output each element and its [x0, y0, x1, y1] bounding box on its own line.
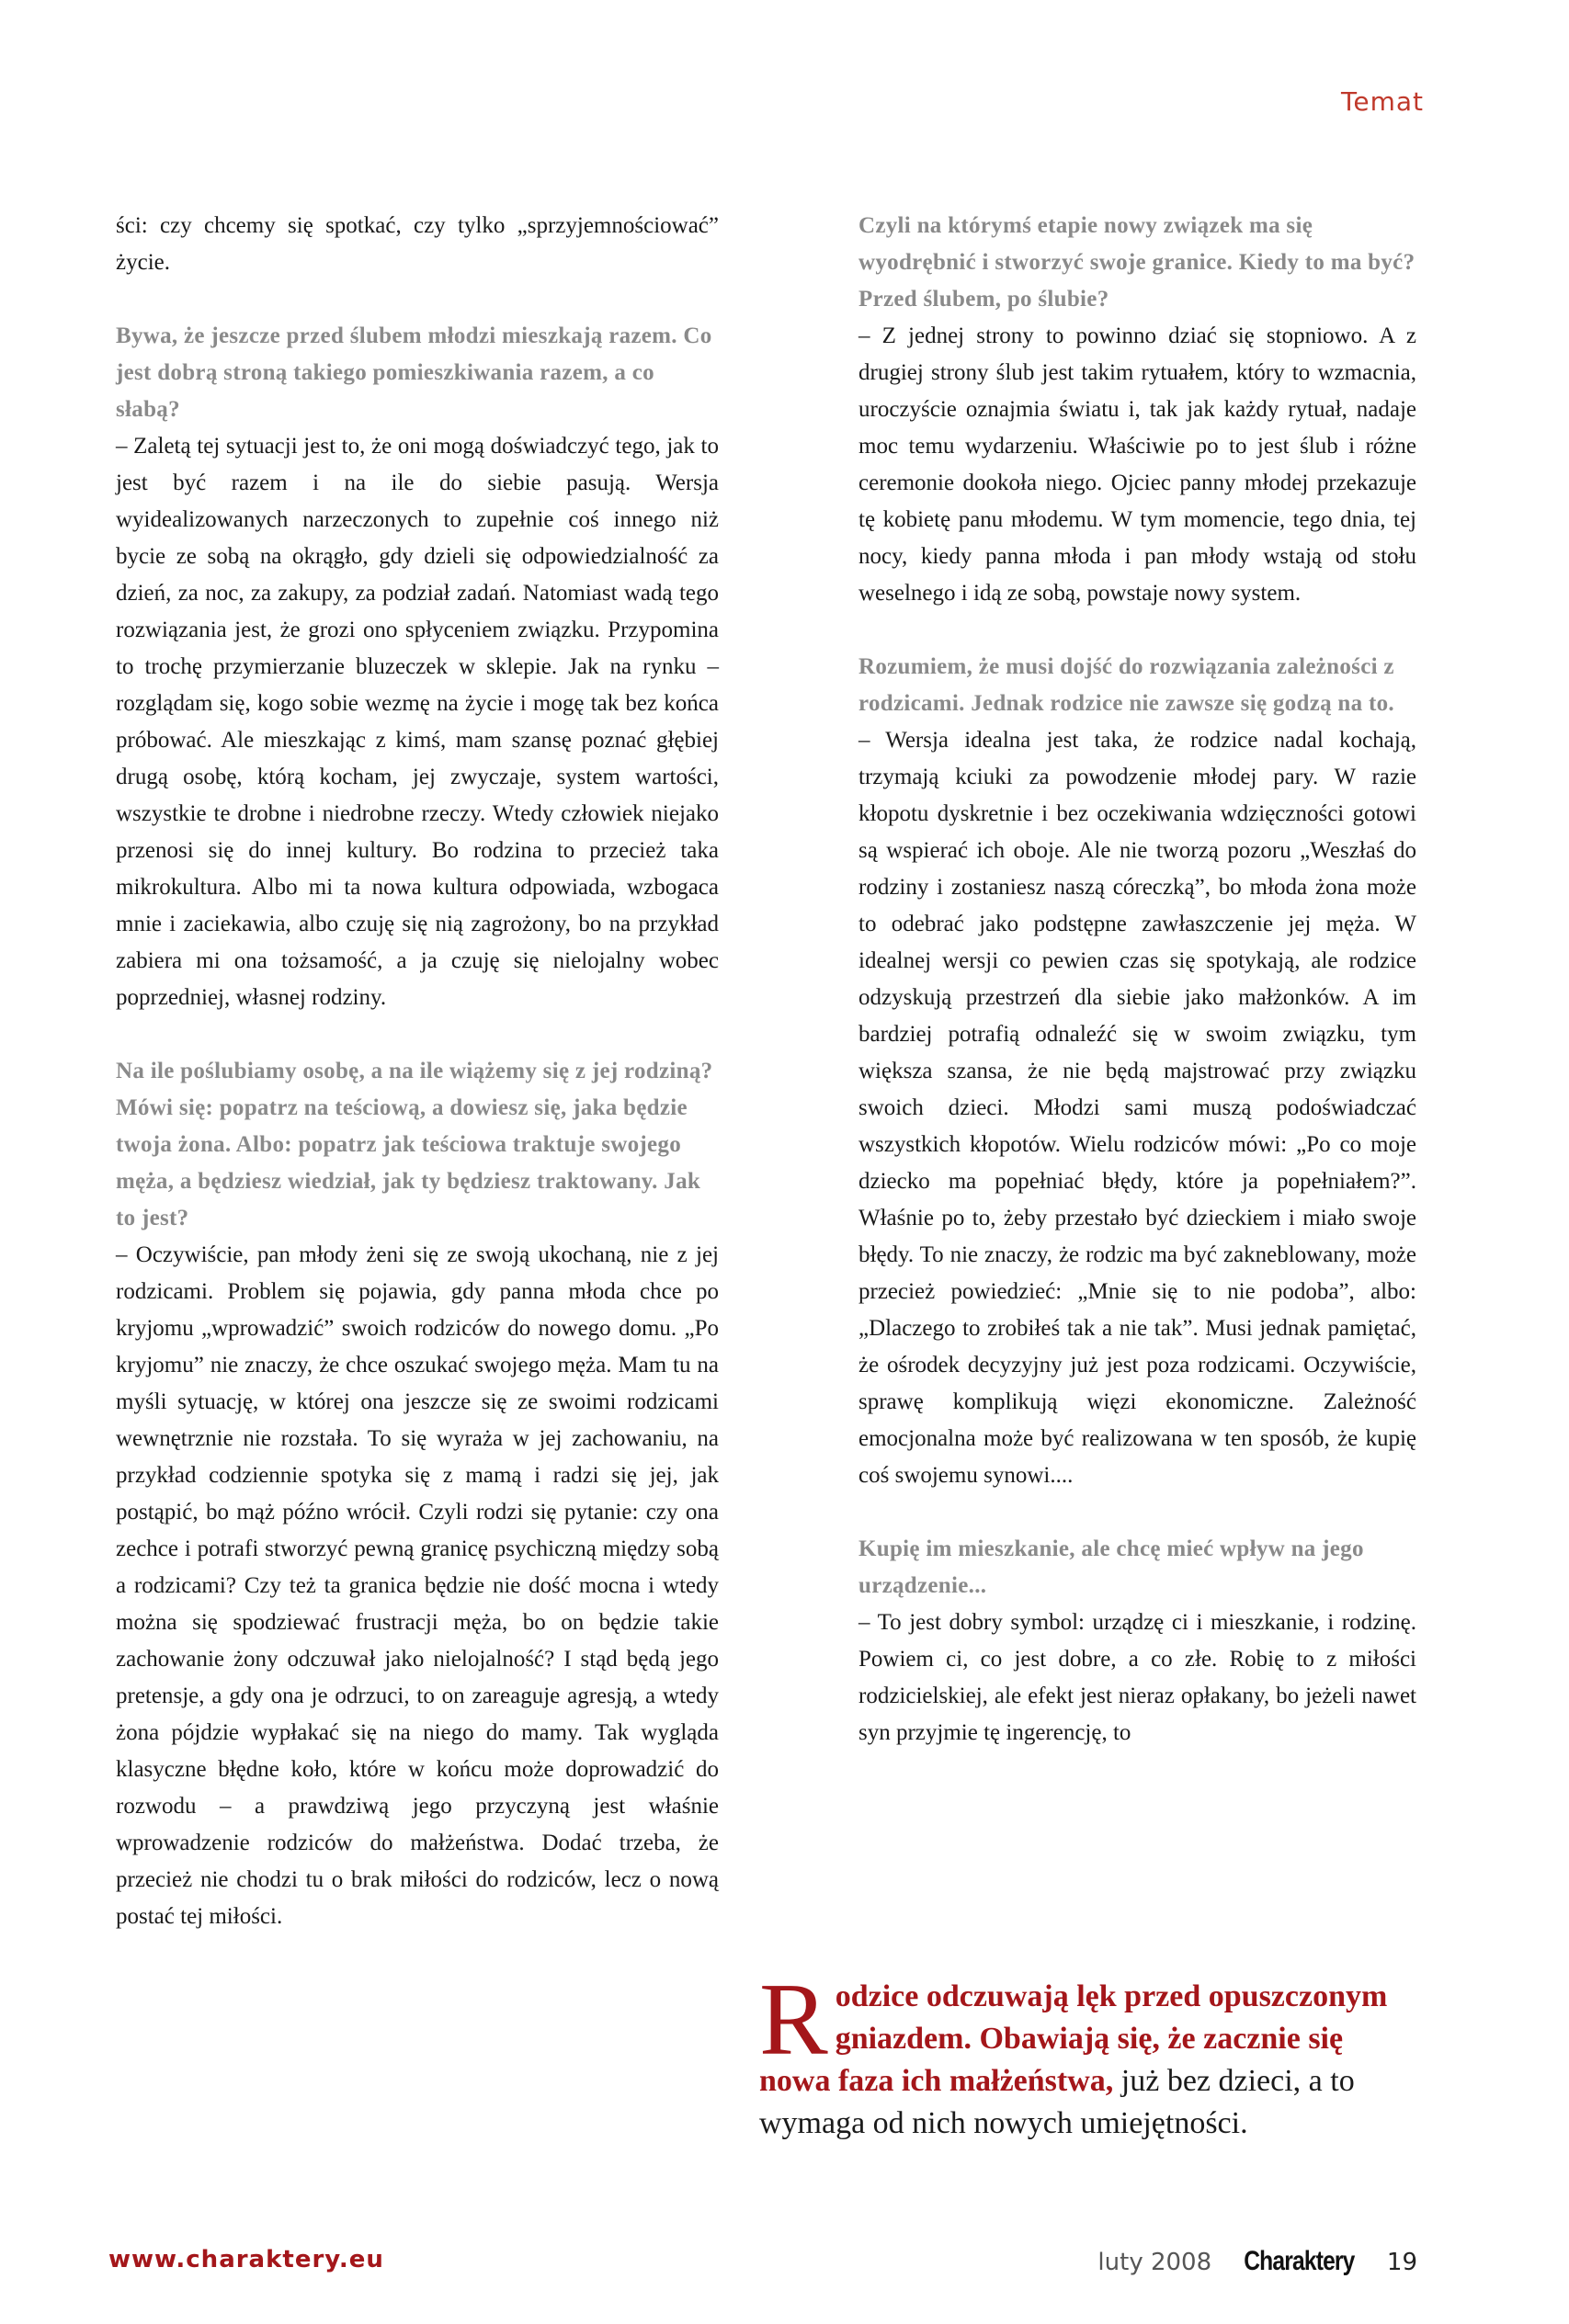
- interview-question: Na ile poślubiamy osobę, a na ile wiążemy się z jej rodziną? Mówi się: popatrz na teściową, a dowiesz się, jaka będzie twoja żona. Albo: popatrz jak teściowa traktuje swojego męża, a będziesz wiedział, jak ty będziesz traktowany. Jak to jest?: [116, 1059, 713, 1230]
- footer-folio: [1097, 2246, 1417, 2277]
- footer-brand-logo: Charaktery: [1244, 2246, 1355, 2276]
- pull-quote-text: już bez dzieci, a to wymaga od nich nowych umiejętności.: [759, 2064, 1355, 2140]
- answer-paragraph: – Z jednej strony to powinno dziać się stopniowo. A z drugiej strony ślub jest takim rytuałem, który to wzmacnia, uroczyście oznajmia światu i, tak jak każdy rytuał, nadaje moc temu wydarzeniu. Właściwie po to jest ślub i różne ceremonie dookoła niego. Ojciec panny młodej przekazuje tę kobietę panu młodemu. W tym momencie, tego dnia, tej nocy, kiedy panna młoda i pan młody wstają od stołu weselnego i idą ze sobą, powstaje nowy system.: [858, 323, 1416, 606]
- pull-quote: [759, 1963, 1421, 2145]
- footer-website-link[interactable]: www.charaktery.eu: [108, 2246, 384, 2273]
- page-number: 19: [1386, 2249, 1417, 2276]
- answer-paragraph: ści: czy chcemy się spotkać, czy tylko „sprzyjemnościować” życie.: [116, 213, 719, 275]
- article-column-right: [858, 208, 1416, 1752]
- answer-paragraph: – Oczywiście, pan młody żeni się ze swoją ukochaną, nie z jej rodzicami. Problem się pojawia, gdy panna młoda chce po kryjomu „wprowadzić” swoich rodziców do nowego domu. „Po kryjomu” nie znaczy, że chce oszukać swojego męża. Mam tu na myśli sytuację, w której ona jeszcze się ze swoimi rodzicami wewnętrznie nie rozstała. To się wyraża w jej zachowaniu, na przykład codziennie spotyka się z mamą i radzi się jej, jak postąpić, bo mąż późno wrócił. Czyli rodzi się pytanie: czy ona zechce i potrafi stworzyć pewną granicę psychiczną między sobą a rodzicami? Czy też ta granica będzie nie dość mocna i wtedy można się spodziewać frustracji męża, bo on będzie takie zachowanie żony odczuwał jako nielojalność? I stąd będą jego pretensje, a gdy ona je odrzuci, to on zareaguje agresją, a wtedy żona pójdzie wypłakać się na niego do mamy. Tak wygląda klasyczne błędne koło, które w końcu może doprowadzić do rozwodu – a prawdziwą jego przyczyną jest właśnie wprowadzenie rodziców do małżeństwa. Dodać trzeba, że przecież nie chodzi tu o brak miłości do rodziców, lecz o nową postać tej miłości.: [116, 1242, 719, 1929]
- interview-question: Rozumiem, że musi dojść do rozwiązania zależności z rodzicami. Jednak rodzice nie zawsze się godzą na to.: [858, 654, 1394, 716]
- pull-quote-emphasis: odzice odczuwają lęk przed opuszczonym gniazdem. Obawiają się, że zacznie się nowa faza ich małżeństwa,: [759, 1979, 1388, 2098]
- article-column-left: [116, 208, 719, 1935]
- pull-quote-dropcap: R: [759, 1963, 828, 2077]
- answer-paragraph: – Wersja idealna jest taka, że rodzice nadal kochają, trzymają kciuki za powodzenie młodej pary. W razie kłopotu dyskretnie i bez oczekiwania wdzięczności gotowi są wspierać ich oboje. Ale nie tworzą pozoru „Weszłaś do rodziny i zostaniesz naszą córeczką”, bo młoda żona może to odebrać jako podstępne zawłaszczenie jej męża. W idealnej wersji co pewien czas się spotykają, ale rodzice odzyskują przestrzeń dla siebie jako małżonków. A im bardziej potrafią odnaleźć się w swoim związku, tym większa szansa, że nie będą majstrować przy związku swoich dzieci. Młodzi sami muszą podoświadczać wszystkich kłopotów. Wielu rodziców mówi: „Po co moje dziecko ma popełniać błędy, które ja popełniałem?”. Właśnie po to, żeby przestało być dzieckiem i miało swoje błędy. To nie znaczy, że rodzic ma być zakneblowany, może przecież powiedzieć: „Mnie się to nie podoba”, albo: „Dlaczego to zrobiłeś tak a nie tak”. Musi jednak pamiętać, że ośrodek decyzyjny już jest poza rodzicami. Oczywiście, sprawę komplikują więzi ekonomiczne. Zależność emocjonalna może być realizowana w ten sposób, że kupię coś swojemu synowi....: [858, 728, 1416, 1488]
- answer-paragraph: – To jest dobry symbol: urządzę ci i mieszkanie, i rodzinę. Powiem ci, co jest dobre, a co złe. Robię to z miłości rodzicielskiej, ale efekt jest nieraz opłakany, bo jeżeli nawet syn przyjmie tę ingerencję, to: [858, 1610, 1416, 1745]
- footer-issue-date: luty 2008: [1097, 2249, 1212, 2276]
- interview-question: Czyli na którymś etapie nowy związek ma się wyodrębnić i stworzyć swoje granice. Kiedy to ma być? Przed ślubem, po ślubie?: [858, 213, 1416, 312]
- interview-question: Kupię im mieszkanie, ale chcę mieć wpływ na jego urządzenie...: [858, 1536, 1364, 1598]
- interview-question: Bywa, że jeszcze przed ślubem młodzi mieszkają razem. Co jest dobrą stroną takiego pomieszkiwania razem, a co słabą?: [116, 323, 712, 422]
- section-label: Temat: [1341, 86, 1424, 117]
- answer-paragraph: – Zaletą tej sytuacji jest to, że oni mogą doświadczyć tego, jak to jest być razem i na ile do siebie pasują. Wersja wyidealizowanych narzeczonych to zupełnie coś innego niż bycie ze sobą na okrągło, gdy dzieli się odpowiedzialność za dzień, za noc, za zakupy, za podział zadań. Natomiast wadą tego rozwiązania jest, że grozi ono spłyceniem związku. Przypomina to trochę przymierzanie bluzeczek w sklepie. Jak na rynku – rozglądam się, kogo sobie wezmę na życie i mogę tak bez końca próbować. Ale mieszkając z kimś, mam szansę poznać głębiej drugą osobę, którą kocham, jej zwyczaje, system wartości, wszystkie te drobne i niedrobne rzeczy. Wtedy człowiek niejako przenosi się do innej kultury. Bo rodzina to przecież taka mikrokultura. Albo mi ta nowa kultura odpowiada, wzbogaca mnie i zaciekawia, albo czuję się nią zagrożony, bo na przykład zabiera mi ona tożsamość, a ja czuję się nielojalny wobec poprzedniej, własnej rodziny.: [116, 434, 719, 1010]
